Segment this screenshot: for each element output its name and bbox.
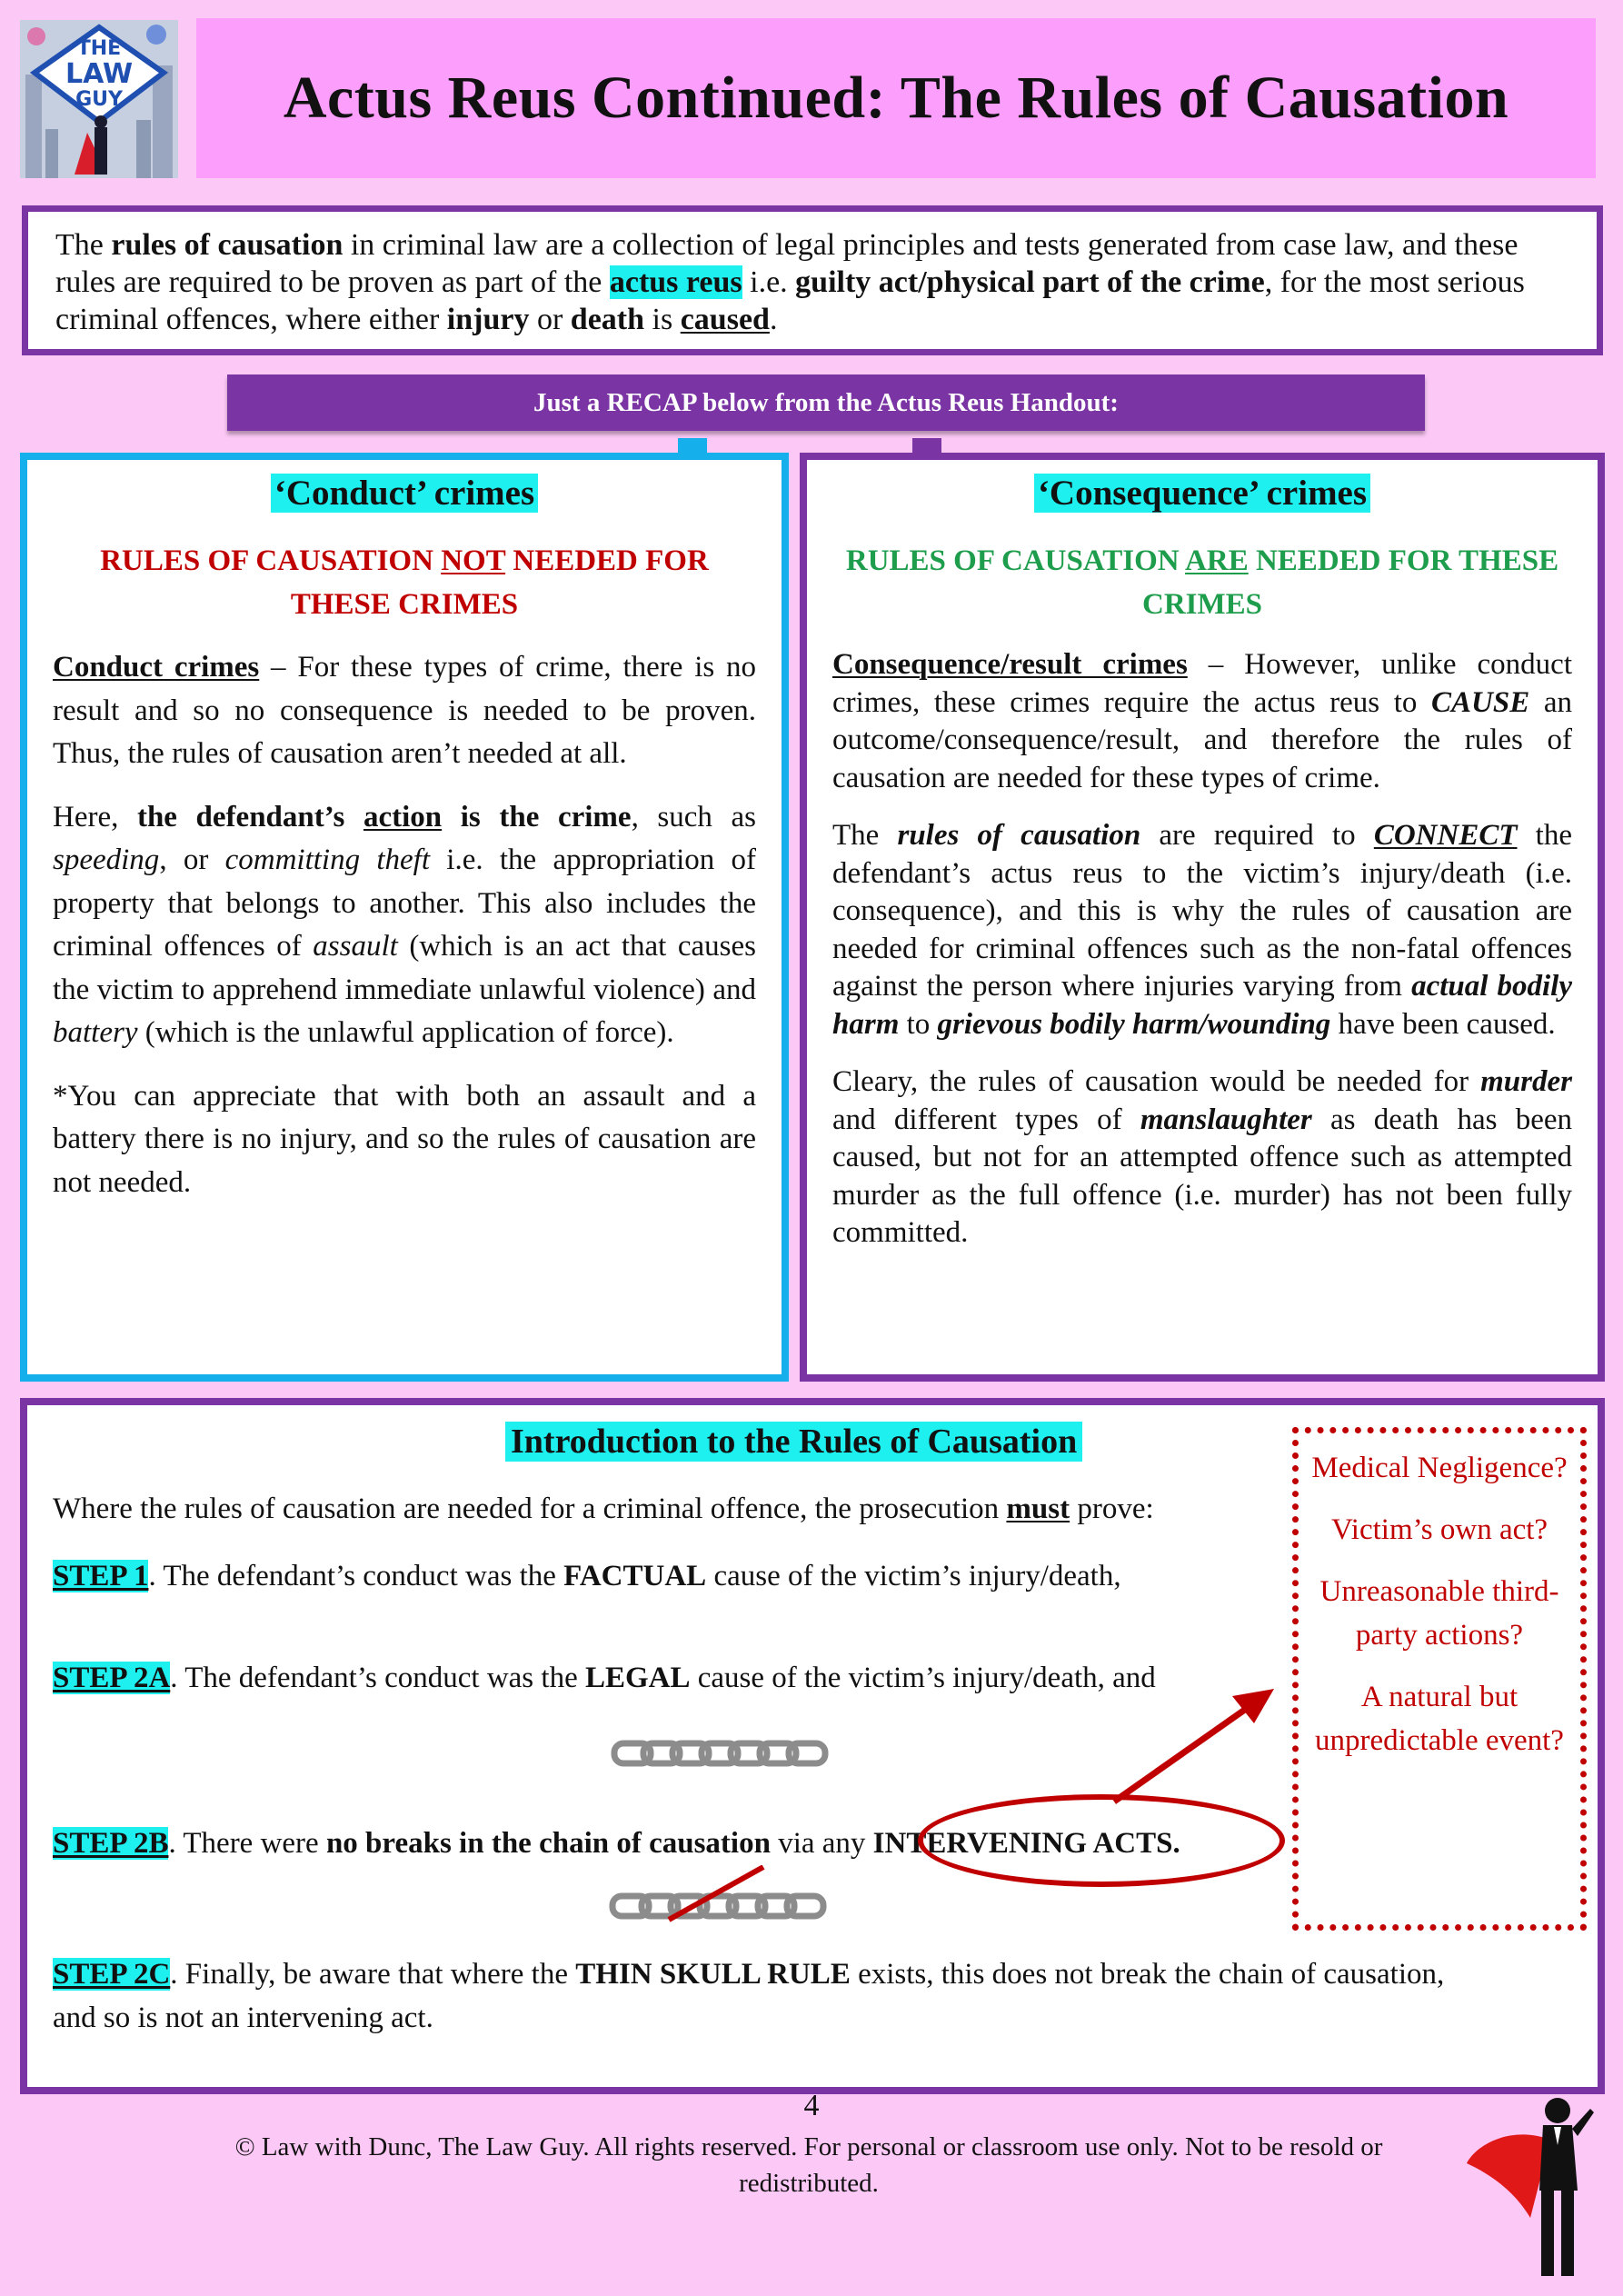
conduct-text: Here,	[53, 800, 137, 834]
intervening-acts-examples-box	[1292, 1427, 1587, 1931]
consequence-cause: CAUSE	[1431, 685, 1530, 719]
step-text: cause of the victim’s injury/death,	[706, 1560, 1121, 1592]
example-third-party-actions: Unreasonable third-party actions?	[1319, 1575, 1559, 1652]
step-bold: FACTUAL	[563, 1560, 707, 1592]
conduct-text: – For these types of crime, there is no result and so no consequence is needed to be proven. Thus, the rules of causation aren’t needed at all.	[53, 651, 756, 770]
step-2b-label: STEP 2B	[53, 1827, 169, 1860]
conduct-italic: battery	[53, 1016, 138, 1049]
step-1-line	[53, 1560, 1121, 1593]
consequence-bold-italic: rules of causation	[897, 819, 1141, 852]
step-text: . Finally, be aware that where the	[170, 1958, 576, 1991]
conduct-term: Conduct crimes	[53, 651, 260, 684]
conduct-title-text: ‘Conduct’ crimes	[271, 474, 538, 513]
consequence-text: and different types of	[832, 1103, 1140, 1136]
intro-text: The	[55, 228, 112, 262]
step-text: . The defendant’s conduct was the	[170, 1662, 585, 1694]
intervening-acts: INTERVENING ACTS.	[872, 1827, 1180, 1860]
intro-bold-term: rules of causation	[111, 228, 344, 262]
conduct-rule-text: RULES OF CAUSATION	[100, 544, 442, 577]
logo-text-law: LAW	[65, 58, 134, 90]
intro-text: i.e.	[742, 265, 796, 299]
consequence-paragraph-2	[832, 817, 1572, 1043]
conduct-text: , such as	[631, 800, 756, 834]
logo-text-the: THE	[76, 37, 122, 60]
consequence-paragraph-3	[832, 1063, 1572, 1253]
intro-text: is	[644, 303, 681, 336]
step-text: . There were	[168, 1827, 326, 1860]
chain-icon	[611, 1738, 832, 1771]
consequence-rule-text: RULES OF CAUSATION	[845, 544, 1186, 577]
red-arrow-icon	[1105, 1683, 1278, 1807]
logo-text-guy: GUY	[75, 88, 123, 111]
recap-banner: Just a RECAP below from the Actus Reus Handout:	[227, 374, 1425, 431]
prosecution-line	[53, 1492, 1154, 1526]
consequence-bold-italic: actual bodily harm	[832, 970, 1572, 1041]
step-text: via any	[770, 1827, 873, 1860]
conduct-italic: committing theft	[224, 844, 431, 876]
page-number: 4	[803, 2089, 820, 2122]
step-2c-line-2: and so is not an intervening act.	[53, 2002, 433, 2034]
conduct-paragraph-2	[53, 796, 756, 1055]
copyright-footer: © Law with Dunc, The Law Guy. All rights reserved. For personal or classroom use only. Not to be resold or redistributed.	[234, 2132, 1383, 2198]
consequence-crimes-panel	[800, 453, 1605, 1382]
step-1-label: STEP 1	[53, 1560, 149, 1592]
conduct-italic: speeding	[53, 844, 160, 876]
conduct-title	[47, 473, 762, 514]
consequence-bold-italic: manslaughter	[1140, 1103, 1312, 1136]
consequence-rule-are: ARE	[1185, 544, 1249, 577]
conduct-text: i.e. the appropriation of property that belongs to another. This also includes the criminal offences of	[53, 844, 756, 963]
consequence-text: an outcome/consequence/result, and therefore the rules of causation are needed for these types of crime.	[832, 685, 1573, 794]
example-medical-negligence: Medical Negligence?	[1311, 1452, 1568, 1484]
consequence-text: – However, unlike conduct crimes, these crimes require the actus reus to	[832, 648, 1572, 719]
consequence-paragraph-1	[832, 646, 1572, 797]
conduct-paragraph-3: *You can appreciate that with both an assault and a battery there is no injury, and so the rules of causation are not needed.	[53, 1079, 756, 1199]
intro-text: .	[769, 303, 778, 336]
conduct-paragraph-1	[53, 646, 756, 776]
consequence-term: Consequence/result crimes	[832, 648, 1188, 681]
conduct-bold: the defendant’s	[136, 800, 363, 834]
intro-causation-title: Introduction to the Rules of Causation	[505, 1422, 1082, 1462]
step-text: . The defendant’s conduct was the	[148, 1560, 564, 1592]
step-bold: LEGAL	[584, 1662, 691, 1694]
conduct-bold: is the crime	[442, 800, 632, 834]
page-title: Actus Reus Continued: The Rules of Causation	[283, 65, 1509, 131]
law-guy-logo	[20, 20, 178, 178]
conduct-bold-action: action	[363, 800, 443, 834]
consequence-bold-italic: grievous bodily harm/wounding	[937, 1007, 1331, 1041]
title-bar	[196, 18, 1596, 178]
intro-bold-term: injury	[446, 303, 530, 336]
step-2a-label: STEP 2A	[53, 1662, 171, 1694]
intro-text: or	[529, 303, 571, 336]
prosecution-text: Where the rules of causation are needed for a criminal offence, the prosecution	[53, 1492, 1007, 1525]
broken-chain-icon	[609, 1865, 831, 1925]
consequence-text: have been caused.	[1330, 1007, 1556, 1041]
consequence-rule-heading	[827, 539, 1578, 626]
intro-bold-term: guilty act/physical part of the crime	[795, 265, 1265, 299]
step-bold: no breaks in the chain of causation	[325, 1827, 771, 1860]
conduct-rule-text: NEEDED FOR THESE CRIMES	[290, 544, 709, 621]
conduct-text: (which is an act that causes the victim to apprehend immediate unlawful violence) and	[53, 930, 756, 1006]
intro-bold-term: death	[570, 303, 645, 336]
conduct-rule-heading	[47, 539, 762, 626]
consequence-text: The	[832, 819, 898, 852]
conduct-text: , or	[159, 844, 225, 876]
step-text: cause of the victim’s injury/death, and	[690, 1662, 1156, 1694]
step-2c-label: STEP 2C	[53, 1958, 171, 1991]
consequence-rule-text: NEEDED FOR THESE CRIMES	[1141, 544, 1559, 621]
step-bold: THIN SKULL RULE	[575, 1958, 851, 1991]
consequence-text: as death has been caused, but not for an attempted offence such as attempted murder as the full offence (i.e. murder) has not been fully committed.	[832, 1103, 1572, 1249]
conduct-italic: assault	[313, 930, 398, 963]
step-2c-line	[53, 1958, 1444, 1992]
intro-box	[22, 205, 1603, 355]
conduct-text: (which is the unlawful application of force).	[137, 1016, 674, 1049]
example-victims-own-act: Victim’s own act?	[1330, 1513, 1548, 1546]
consequence-text: to	[899, 1007, 938, 1041]
intro-bold-underlined: caused	[680, 303, 770, 336]
intro-text: in criminal law are a collection of legal principles and tests generated from case law, and these rules are required to be proven as part of the	[55, 228, 1518, 299]
consequence-connect: CONNECT	[1373, 819, 1518, 852]
intro-text: , for the most serious criminal offences, where either	[55, 265, 1525, 336]
superhero-icon	[1463, 2091, 1599, 2281]
intro-highlight-actus-reus: actus reus	[609, 265, 742, 299]
consequence-text: the defendant’s actus reus to the victim’s injury/death (i.e. consequence), and this is why the rules of causation are needed for criminal offences such as the non-fatal offences against the person where injuries varying from	[832, 819, 1572, 1003]
conduct-crimes-panel	[20, 453, 789, 1382]
intervening-acts-circle	[918, 1794, 1285, 1887]
step-text: exists, this does not break the chain of causation,	[850, 1958, 1445, 1991]
consequence-title	[827, 473, 1578, 514]
step-2a-line	[53, 1662, 1156, 1695]
consequence-text: are required to	[1140, 819, 1374, 852]
prosecution-text: prove:	[1070, 1492, 1154, 1525]
logo-text	[20, 38, 178, 111]
consequence-text: Cleary, the rules of causation would be needed for	[832, 1065, 1481, 1098]
consequence-title-text: ‘Consequence’ crimes	[1034, 474, 1370, 513]
example-natural-event: A natural but unpredictable event?	[1315, 1681, 1564, 1757]
consequence-bold-italic: murder	[1480, 1065, 1572, 1098]
conduct-rule-not: NOT	[441, 544, 506, 577]
prosecution-must: must	[1006, 1492, 1070, 1525]
